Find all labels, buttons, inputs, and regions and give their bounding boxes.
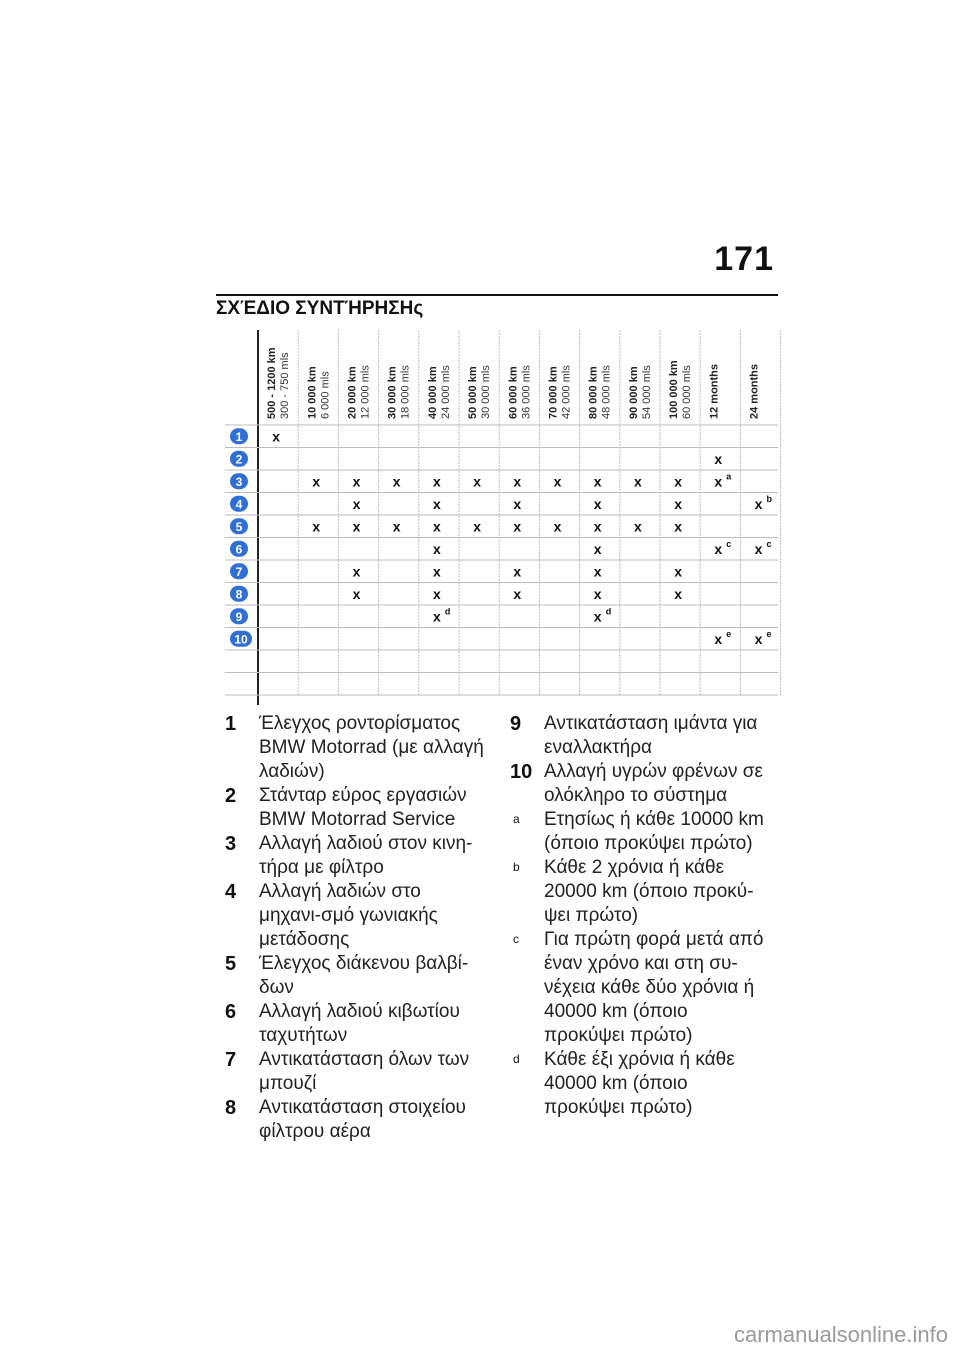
legend-item [510, 928, 770, 1048]
legend-text: Αντικατάσταση στοιχείου φίλτρου αέρα [259, 1097, 466, 1142]
column-header-km: 80 000 km [587, 366, 600, 419]
legend-text: Αλλαγή λαδιών στο μηχανι-σμό γωνιακής μετάδοσης [259, 881, 438, 950]
schedule-mark: x [593, 518, 602, 535]
page-title: ΣΧΈΔΙΟ ΣΥΝΤΉΡΗΣΗς [216, 298, 424, 319]
schedule-mark: x [433, 563, 441, 580]
schedule-mark: x [593, 585, 602, 602]
column-header [507, 365, 532, 419]
schedule-mark: x [433, 518, 441, 535]
schedule-mark: x [352, 563, 361, 580]
schedule-mark: x [714, 473, 723, 490]
schedule-mark: x [513, 473, 522, 490]
schedule-mark: x [593, 495, 602, 512]
column-header [306, 366, 331, 419]
schedule-mark-note: e [726, 628, 732, 639]
legend-right-column [510, 712, 770, 1120]
schedule-mark-note: b [766, 493, 772, 504]
schedule-mark: x [433, 540, 441, 557]
legend-item [225, 880, 485, 952]
schedule-mark: x [553, 518, 562, 535]
legend-text: Στάνταρ εύρος εργασιών BMW Motorrad Service [259, 785, 467, 830]
column-header-km: 100 000 km [668, 360, 681, 419]
row-number-label: 5 [235, 519, 243, 534]
row-number-label: 2 [235, 452, 243, 467]
legend-item [510, 1048, 770, 1120]
column-header [668, 360, 693, 419]
schedule-mark-note: a [726, 471, 732, 482]
column-header-km: 500 - 1200 km [266, 347, 279, 419]
row-number-label: 10 [234, 632, 248, 647]
column-header [387, 365, 412, 419]
schedule-mark-note: c [726, 538, 732, 549]
schedule-mark: x [352, 585, 361, 602]
column-header-km: 90 000 km [627, 366, 640, 419]
schedule-mark: x [473, 518, 481, 535]
schedule-mark: x [714, 630, 723, 647]
schedule-mark: x [714, 540, 723, 557]
schedule-mark: x [754, 630, 763, 647]
column-header-km: 10 000 km [306, 366, 319, 419]
schedule-mark: x [513, 518, 522, 535]
legend-item [225, 1096, 485, 1144]
schedule-mark: x [272, 428, 280, 445]
legend-item [510, 712, 770, 760]
column-header [548, 365, 573, 419]
legend-text: Ετησίως ή κάθε 10000 km (όποιο προκύψει πρώτο) [544, 809, 764, 854]
schedule-mark: x [553, 473, 562, 490]
legend-item [225, 784, 485, 832]
schedule-mark: x [634, 518, 642, 535]
schedule-mark: x [473, 473, 481, 490]
schedule-mark-note: e [766, 628, 772, 639]
schedule-mark-note: d [444, 606, 451, 617]
row-number-label: 1 [235, 429, 243, 444]
schedule-mark: x [634, 473, 642, 490]
legend-footnote-key: d [513, 1052, 520, 1066]
schedule-mark: x [312, 518, 321, 535]
schedule-mark: x [754, 540, 763, 557]
schedule-mark-note: c [766, 538, 772, 549]
watermark: carmanualsonline.info [733, 1322, 948, 1347]
legend-item [225, 1048, 485, 1096]
schedule-mark: x [433, 473, 441, 490]
schedule-mark: x [593, 563, 602, 580]
legend-key: 4 [225, 881, 237, 903]
legend-item [225, 1000, 485, 1048]
legend-key: 8 [225, 1097, 237, 1119]
legend-item [225, 712, 485, 784]
legend-left-column [225, 712, 485, 1144]
legend-key: 6 [225, 1001, 237, 1023]
column-header-mls: 42 000 mls [560, 365, 573, 419]
legend-item [510, 760, 770, 808]
schedule-mark: x [714, 450, 723, 467]
row-number-label: 9 [235, 609, 243, 624]
column-header-mls: 300 - 750 mls [279, 352, 292, 419]
legend-text: Κάθε έξι χρόνια ή κάθε 40000 km (όποιο προκύψει πρώτο) [544, 1049, 735, 1118]
column-header-km: 30 000 km [386, 366, 399, 419]
column-header-km: 60 000 km [507, 366, 520, 419]
legend-item [225, 952, 485, 1000]
legend-text: Κάθε 2 χρόνια ή κάθε 20000 km (όποιο προκύ-ψει πρώτο) [544, 857, 754, 926]
column-header-mls: 24 000 mls [439, 365, 452, 419]
schedule-mark: x [513, 585, 522, 602]
schedule-mark: x [392, 473, 401, 490]
legend-text: Αλλαγή υγρών φρένων σε ολόκληρο το σύστημα [544, 761, 763, 806]
schedule-mark: x [312, 473, 321, 490]
column-header [467, 365, 492, 419]
legend-footnote-key: c [513, 932, 519, 946]
row-number-label: 8 [235, 587, 243, 602]
column-header [588, 365, 613, 419]
column-header-km: 70 000 km [547, 366, 560, 419]
column-header-km: 20 000 km [346, 366, 359, 419]
legend-text: Έλεγχος διάκενου βαλβί-δων [259, 953, 469, 998]
column-header-mls: 60 000 mls [681, 365, 694, 419]
column-header [628, 365, 653, 419]
legend-footnote-key: b [513, 860, 520, 874]
column-header-km: 40 000 km [426, 366, 439, 419]
legend-text: Αντικατάσταση όλων των μπουζί [259, 1049, 470, 1094]
column-header [266, 347, 291, 419]
column-header [347, 365, 372, 419]
schedule-mark: x [674, 585, 682, 602]
schedule-mark: x [513, 495, 522, 512]
schedule-mark: x [513, 563, 522, 580]
column-header-km: 50 000 km [467, 366, 480, 419]
row-number-label: 3 [235, 474, 243, 489]
legend-item [225, 832, 485, 880]
legend-text: Έλεγχος ροντορίσματος BMW Motorrad (με αλλαγή λαδιών) [259, 713, 484, 782]
legend-text: Αλλαγή λαδιού στον κινη-τήρα με φίλτρο [259, 833, 473, 878]
column-header-mls: 48 000 mls [600, 365, 613, 419]
column-header [708, 364, 720, 419]
legend-item [510, 808, 770, 856]
column-header-mls: 54 000 mls [640, 365, 653, 419]
legend-key: 1 [225, 713, 237, 735]
schedule-mark: x [674, 495, 682, 512]
legend-text: Αλλαγή λαδιού κιβωτίου ταχυτήτων [259, 1001, 460, 1046]
schedule-mark: x [433, 585, 441, 602]
column-header-km: 12 months [708, 363, 721, 419]
schedule-mark: x [674, 518, 682, 535]
column-header [427, 365, 452, 419]
column-header-mls: 30 000 mls [480, 365, 493, 419]
schedule-mark: x [593, 608, 602, 625]
legend-key: 5 [225, 953, 237, 975]
schedule-mark: x [593, 473, 602, 490]
schedule-mark: x [593, 540, 602, 557]
schedule-mark: x [754, 495, 763, 512]
page-number: 171 [714, 240, 774, 278]
schedule-mark: x [674, 563, 682, 580]
column-header-mls: 12 000 mls [359, 365, 372, 419]
column-header-mls: 6 000 mls [319, 371, 332, 419]
row-number-label: 7 [235, 564, 243, 579]
legend-footnote-key: a [513, 812, 520, 826]
legend-text: Για πρώτη φορά μετά από έναν χρόνο και στη συ-νέχεια κάθε δύο χρόνια ή 40000 km (όποιο προκύψει πρώτο) [544, 929, 764, 1046]
schedule-mark: x [352, 473, 361, 490]
legend-key: 10 [510, 761, 533, 783]
column-header-mls: 18 000 mls [399, 365, 412, 419]
legend-text: Αντικατάσταση ιμάντα για εναλλακτήρα [544, 713, 758, 758]
legend-item [510, 856, 770, 928]
schedule-mark: x [433, 495, 441, 512]
legend-key: 3 [225, 833, 237, 855]
schedule-mark: x [352, 495, 361, 512]
legend-key: 2 [225, 785, 237, 807]
column-header-km: 24 months [748, 363, 761, 419]
row-number-label: 4 [235, 497, 243, 512]
row-number-label: 6 [235, 542, 243, 557]
column-header-mls: 36 000 mls [520, 365, 533, 419]
schedule-mark: x [433, 608, 441, 625]
column-header [749, 364, 761, 419]
legend-key: 7 [225, 1049, 237, 1071]
schedule-mark: x [352, 518, 361, 535]
legend-key: 9 [510, 713, 522, 735]
schedule-mark: x [392, 518, 401, 535]
schedule-mark: x [674, 473, 682, 490]
schedule-mark-note: d [605, 606, 612, 617]
